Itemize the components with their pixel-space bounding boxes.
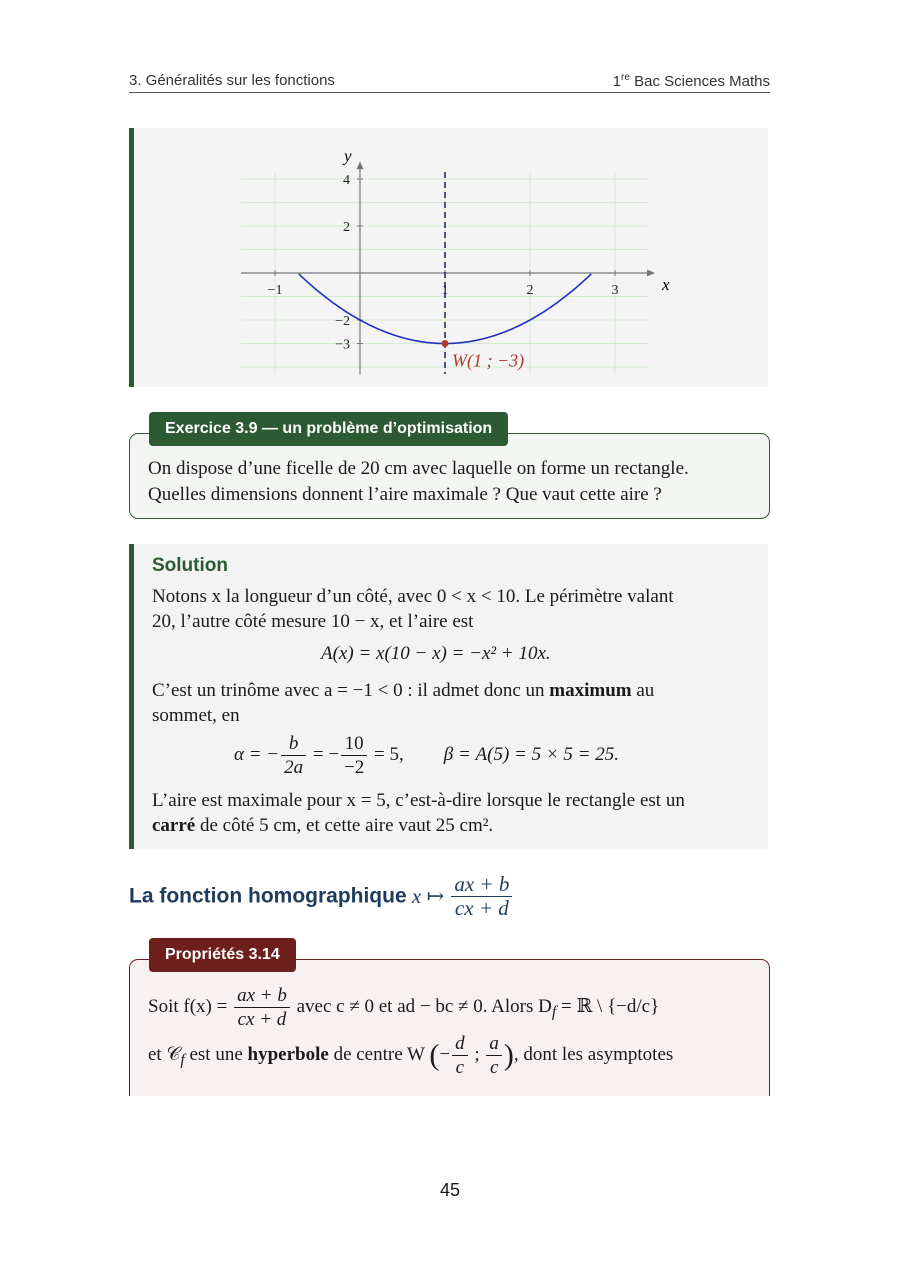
chapter-title: 3. Généralités sur les fonctions	[129, 72, 335, 89]
y-tick-label: 4	[343, 173, 350, 188]
solution-title: Solution	[152, 555, 228, 576]
page-number: 45	[439, 1180, 461, 1200]
y-tick-label: 2	[343, 220, 350, 235]
graph-figure	[129, 128, 768, 387]
solution-paragraph-1: Notons x la longueur d’un côté, avec 0 < x < 10. Le périmètre valant 20, l’autre côté mesure 10 − x, et l’aire est	[152, 586, 674, 632]
properties-title: Propriétés 3.14	[149, 938, 296, 972]
x-axis-label: x	[662, 275, 670, 294]
vertex-equation: α = − $\frac{b}{2a}$ = − $\frac{10}{-2}$ = 5, β = A(5) = 5 × 5 = 25.	[234, 733, 620, 778]
exercise-text: On dispose d’une ficelle de 20 cm avec laquelle on forme un rectangle. Quelles dimensions donnent l’aire maximale ? Que vaut cette aire ?	[148, 458, 689, 505]
x-tick-label: 2	[526, 283, 534, 298]
exercise-title: Exercice 3.9 — un problème d’optimisation	[149, 412, 508, 446]
properties-line-1: Soit f(x) = $\frac{ax + b}{cx + d}$ avec c ≠ 0 et ad − bc ≠ 0. Alors $D_f$ = ℝ \ {−d/c}	[148, 985, 660, 1030]
properties-box	[129, 959, 770, 1096]
x-tick-label: 1	[441, 283, 449, 298]
properties-line-2: et 𝒞$_f$ est une hyperbole de centre W (− $\frac{d}{c}$ ; $\frac{a}{c}$ ), dont les asymptotes	[148, 1033, 674, 1078]
y-axis-label: y	[344, 146, 352, 166]
x-axis-arrow	[647, 270, 655, 277]
area-equation: A(x) = x(10 − x) = −x² + 10x.	[321, 643, 551, 664]
section-heading: La fonction homographique x ↦ $\frac{ax + b}{cx + d}$	[129, 873, 514, 920]
page-header	[129, 70, 770, 93]
solution-paragraph-2: C’est un trinôme avec a = −1 < 0 : il admet donc un maximum au sommet, en	[152, 680, 655, 726]
x-tick-label: −1	[267, 283, 283, 298]
plot-ticks	[268, 173, 619, 353]
vertex-point	[442, 340, 449, 347]
parabola-plot	[134, 128, 768, 387]
y-tick-label: −2	[335, 314, 350, 329]
y-tick-label: −3	[335, 337, 350, 353]
x-tick-label: 3	[611, 283, 619, 298]
book-title: 1re Bac Sciences Maths	[612, 72, 770, 90]
solution-paragraph-3: L’aire est maximale pour x = 5, c’est-à-dire lorsque le rectangle est un carré de côté 5 cm, et cette aire vaut 25 cm².	[152, 790, 685, 836]
vertex-label: W(1 ; −3)	[452, 350, 525, 371]
y-axis-arrow	[357, 161, 364, 169]
solution-box	[129, 544, 768, 849]
